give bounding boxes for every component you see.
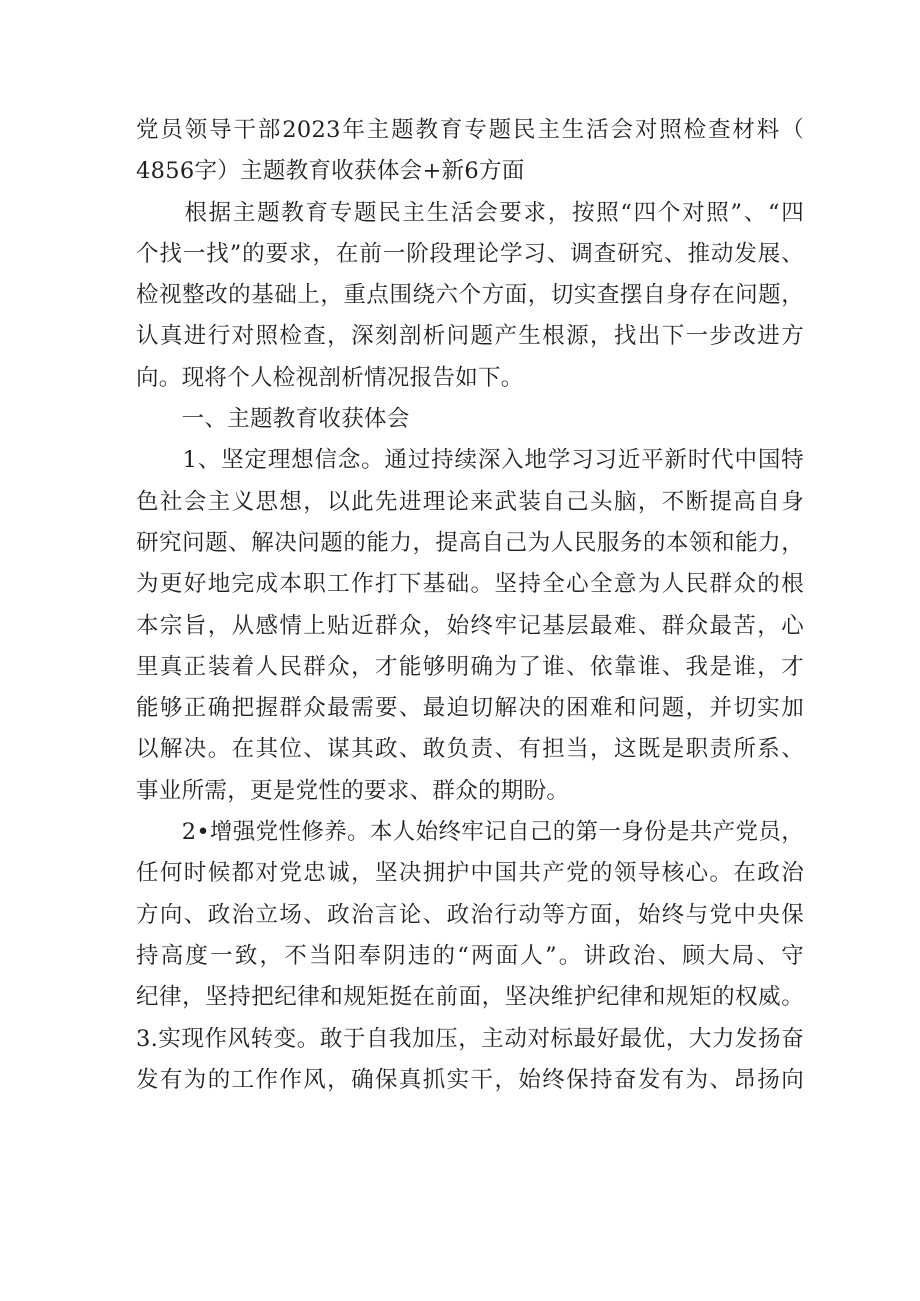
paragraph-line: 任何时候都对党忠诚，坚决拥护中国共产党的领导核心。在政治: [136, 860, 804, 887]
document-title-line: 4856字）主题教育收获体会+新6方面: [136, 158, 525, 185]
document-body: [136, 110, 804, 1101]
paragraph-line: 本宗旨，从感情上贴近群众，始终牢记基层最难、群众最苦，心: [136, 612, 804, 639]
paragraph-line: 为更好地完成本职工作打下基础。坚持全心全意为人民群众的根: [136, 571, 804, 598]
paragraph-line: 研究问题、解决问题的能力，提高自己为人民服务的本领和能力，: [136, 529, 804, 556]
intro-line: 个找一找”的要求，在前一阶段理论学习、调查研究、推动发展、: [136, 240, 804, 267]
intro-line: 检视整改的基础上，重点围绕六个方面，切实查摆自身存在问题，: [136, 282, 804, 309]
intro-line: 认真进行对照检查，深刻剖析问题产生根源，找出下一步改进方: [136, 323, 804, 350]
paragraph-line: 3.实现作风转变。敢于自我加压，主动对标最好最优，大力发扬奋: [136, 1025, 804, 1052]
paragraph-line: 2•增强党性修养。本人始终牢记自己的第一身份是共产党员，: [136, 819, 804, 846]
paragraph-line: 方向、政治立场、政治言论、政治行动等方面，始终与党中央保: [136, 901, 804, 928]
paragraph-line: 事业所需，更是党性的要求、群众的期盼。: [136, 777, 570, 804]
paragraph-line: 发有为的工作作风，确保真抓实干，始终保持奋发有为、昂扬向: [136, 1066, 804, 1093]
paragraph-line: 色社会主义思想，以此先进理论来武装自己头脑，不断提高自身: [136, 488, 804, 515]
paragraph-line: 持高度一致，不当阳奉阴违的“两面人”。讲政治、顾大局、守: [136, 942, 804, 969]
paragraph-line: 纪律，坚持把纪律和规矩挺在前面，坚决维护纪律和规矩的权威。: [136, 984, 804, 1011]
paragraph-line: 以解决。在其位、谋其政、敢负责、有担当，这既是职责所系、: [136, 736, 804, 763]
paragraph-line: 能够正确把握群众最需要、最迫切解决的困难和问题，并切实加: [136, 695, 804, 722]
paragraph-line: 里真正装着人民群众，才能够明确为了谁、依靠谁、我是谁，才: [136, 653, 804, 680]
document-title-line: 党员领导干部2023年主题教育专题民主生活会对照检查材料（: [136, 117, 804, 143]
paragraph-line: 1、坚定理想信念。通过持续深入地学习习近平新时代中国特: [136, 447, 804, 474]
section-heading: 一、主题教育收获体会: [136, 406, 410, 433]
intro-line: 根据主题教育专题民主生活会要求，按照“四个对照”、“四: [136, 199, 804, 226]
intro-line: 向。现将个人检视剖析情况报告如下。: [136, 364, 524, 391]
